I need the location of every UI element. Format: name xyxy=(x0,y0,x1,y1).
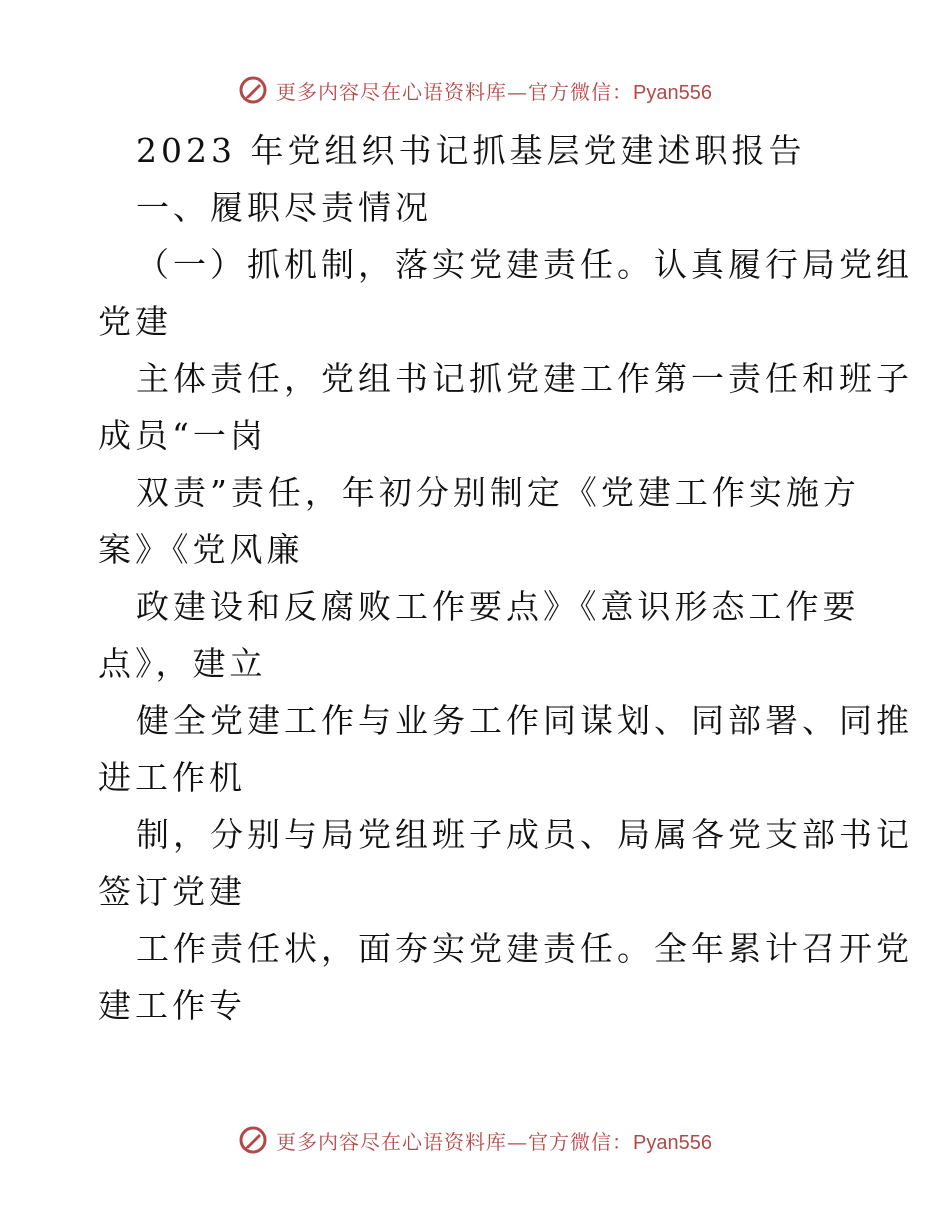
footer-watermark xyxy=(0,1120,950,1160)
document-line: 点》，建立 xyxy=(98,644,267,683)
document-line: （一）抓机制，落实党建责任。认真履行局党组 xyxy=(136,245,913,284)
document-line: 制，分别与局党组班子成员、局属各党支部书记 xyxy=(136,815,913,854)
watermark-wechat-id: Pyan556 xyxy=(633,1131,712,1154)
watermark-text: 更多内容尽在心语资料库—官方微信：Pyan556 xyxy=(276,1129,712,1154)
watermark-wechat-id: Pyan556 xyxy=(633,81,712,104)
document-line: 案》《党风廉 xyxy=(98,530,304,569)
document-line: 双责”责任，年初分别制定《党建工作实施方 xyxy=(136,473,860,512)
document-line: 主体责任，党组书记抓党建工作第一责任和班子 xyxy=(136,359,913,398)
document-body xyxy=(98,122,913,1034)
brand-logo-icon xyxy=(238,1125,268,1155)
document-line: 一、履职尽责情况 xyxy=(136,188,432,227)
document-line: 签订党建 xyxy=(98,872,246,911)
watermark-text: 更多内容尽在心语资料库—官方微信：Pyan556 xyxy=(276,79,712,104)
document-line: 成员“一岗 xyxy=(98,416,267,455)
header-watermark xyxy=(0,70,950,110)
brand-logo-icon xyxy=(238,75,268,105)
document-line: 党建 xyxy=(98,302,172,341)
document-line: 政建设和反腐败工作要点》《意识形态工作要 xyxy=(136,587,860,626)
document-line: 工作责任状，面夯实党建责任。全年累计召开党 xyxy=(136,929,913,968)
document-line: 进工作机 xyxy=(98,758,246,797)
document-line: 建工作专 xyxy=(98,986,246,1025)
document-line: 2023 年党组织书记抓基层党建述职报告 xyxy=(136,131,806,170)
document-line: 健全党建工作与业务工作同谋划、同部署、同推 xyxy=(136,701,913,740)
